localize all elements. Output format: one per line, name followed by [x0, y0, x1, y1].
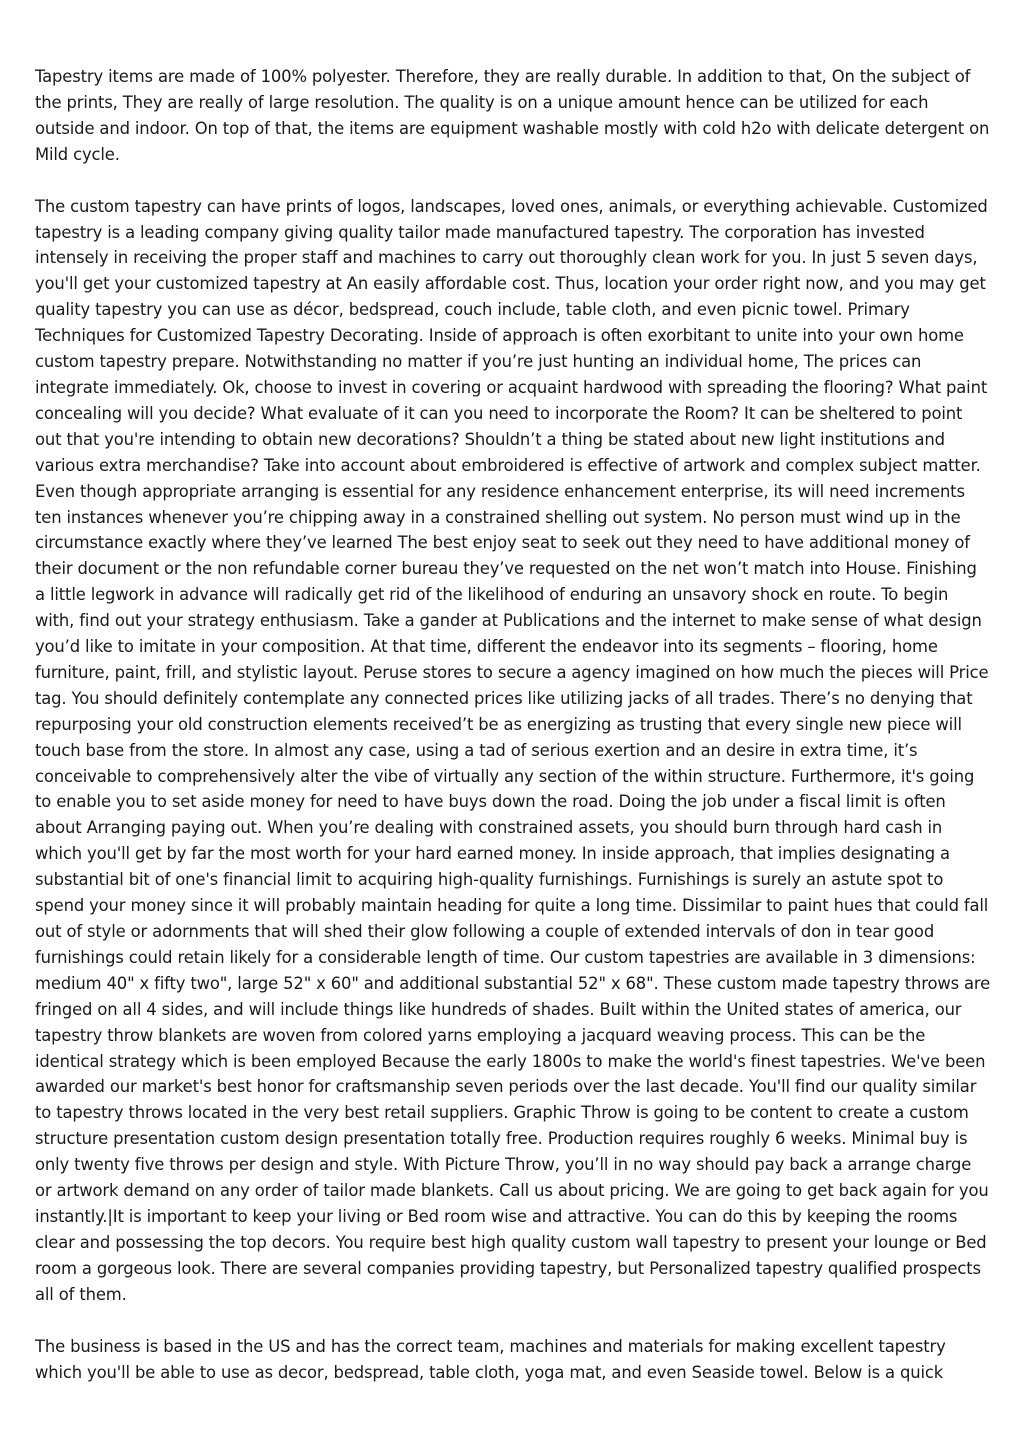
document-body: [35, 64, 991, 1411]
paragraph-3: The business is based in the US and has the correct team, machines and materials for making excellent tapestry which you'll be able to use as decor, bedspread, table cloth, yoga mat, and even Seaside towel. Below is a quick: [35, 1336, 946, 1382]
paragraph-1: Tapestry items are made of 100% polyester. Therefore, they are really durable. In addition to that, On the subject of the prints, They are really of large resolution. The quality is on a unique amount hence can be utilized for each outside and indoor. On top of that, the items are equipment washable mostly with cold h2o with delicate detergent on Mild cycle.: [35, 67, 990, 164]
paragraph-2: The custom tapestry can have prints of logos, landscapes, loved ones, animals, or everything achievable. Customized tapestry is a leading company giving quality tailor made manufactured tapestry. The corporation has invested intensely in receiving the proper staff and machines to carry out thoroughly clean work for you. In just 5 seven days, you'll get your customized tapestry at An easily affordable cost. Thus, location your order right now, and you may get quality tapestry you can use as décor, bedspread, couch include, table cloth, and even picnic towel. Primary Techniques for Customized Tapestry Decorating. Inside of approach is often exorbitant to unite into your own home custom tapestry prepare. Notwithstanding no matter if you’re just hunting an individual home, The prices can integrate immediately. Ok, choose to invest in covering or acquaint hardwood with spreading the flooring? What paint concealing will you decide? What evaluate of it can you need to incorporate the Room? It can be sheltered to point out that you're intending to obtain new decorations? Shouldn’t a thing be stated about new light institutions and various extra merchandise? Take into account about embroidered is effective of artwork and complex subject matter. Even though appropriate arranging is essential for any residence enhancement enterprise, its will need increments ten instances whenever you’re chipping away in a constrained shelling out system. No person must wind up in the circumstance exactly where they’ve learned The best enjoy seat to seek out they need to have additional money of their document or the non refundable corner bureau they’ve requested on the net won’t match into House. Finishing a little legwork in advance will radically get rid of the likelihood of enduring an unsavory shock en route. To begin with, find out your strategy enthusiasm. Take a gander at Publications and the internet to make sense of what design you’d like to imitate in your composition. At that time, different the endeavor into its segments – flooring, home furniture, paint, frill, and stylistic layout. Peruse stores to secure a agency imagined on how much the pieces will Price tag. You should definitely contemplate any connected prices like utilizing jacks of all trades. There’s no denying that repurposing your old construction elements received’t be as energizing as trusting that every single new piece will touch base from the store. In almost any case, using a tad of serious exertion and an desire in extra time, it’s conceivable to comprehensively alter the vibe of virtually any section of the within structure. Furthermore, it's going to enable you to set aside money for need to have buys down the road. Doing the job under a fiscal limit is often about Arranging paying out. When you’re dealing with constrained assets, you should burn through hard cash in which you'll get by far the most worth for your hard earned money. In inside approach, that implies designating a substantial bit of one's financial limit to acquiring high-quality furnishings. Furnishings is surely an astute spot to spend your money since it will probably maintain heading for quite a long time. Dissimilar to paint hues that could fall out of style or adornments that will shed their glow following a couple of extended intervals of don in tear good furnishings could retain likely for a considerable length of time. Our custom tapestries are available in 3 dimensions: medium 40" x fifty two", large 52" x 60" and additional substantial 52" x 68". These custom made tapestry throws are fringed on all 4 sides, and will include things like hundreds of shades. Built within the United states of america, our tapestry throw blankets are woven from colored yarns employing a jacquard weaving process. This can be the identical strategy which is been employed Because the early 1800s to make the world's finest tapestries. We've been awarded our market's best honor for craftsmanship seven periods over the last decade. You'll find our quality similar to tapestry throws located in the very best retail suppliers. Graphic Throw is going to be content to create a custom structure presentation custom design presentation totally free. Production requires roughly 6 weeks. Minimal buy is only twenty five throws per design and style. With Picture Throw, you’ll in no way should pay back a arrange charge or artwork demand on any order of tailor made blankets. Call us about pricing. We are going to get back again for you instantly.|It is important to keep your living or Bed room wise and attractive. You can do this by keeping the rooms clear and possessing the top decors. You require best high quality custom wall tapestry to present your lounge or Bed room a gorgeous look. There are several companies providing tapestry, but Personalized tapestry qualified prospects all of them.: [35, 196, 991, 1304]
